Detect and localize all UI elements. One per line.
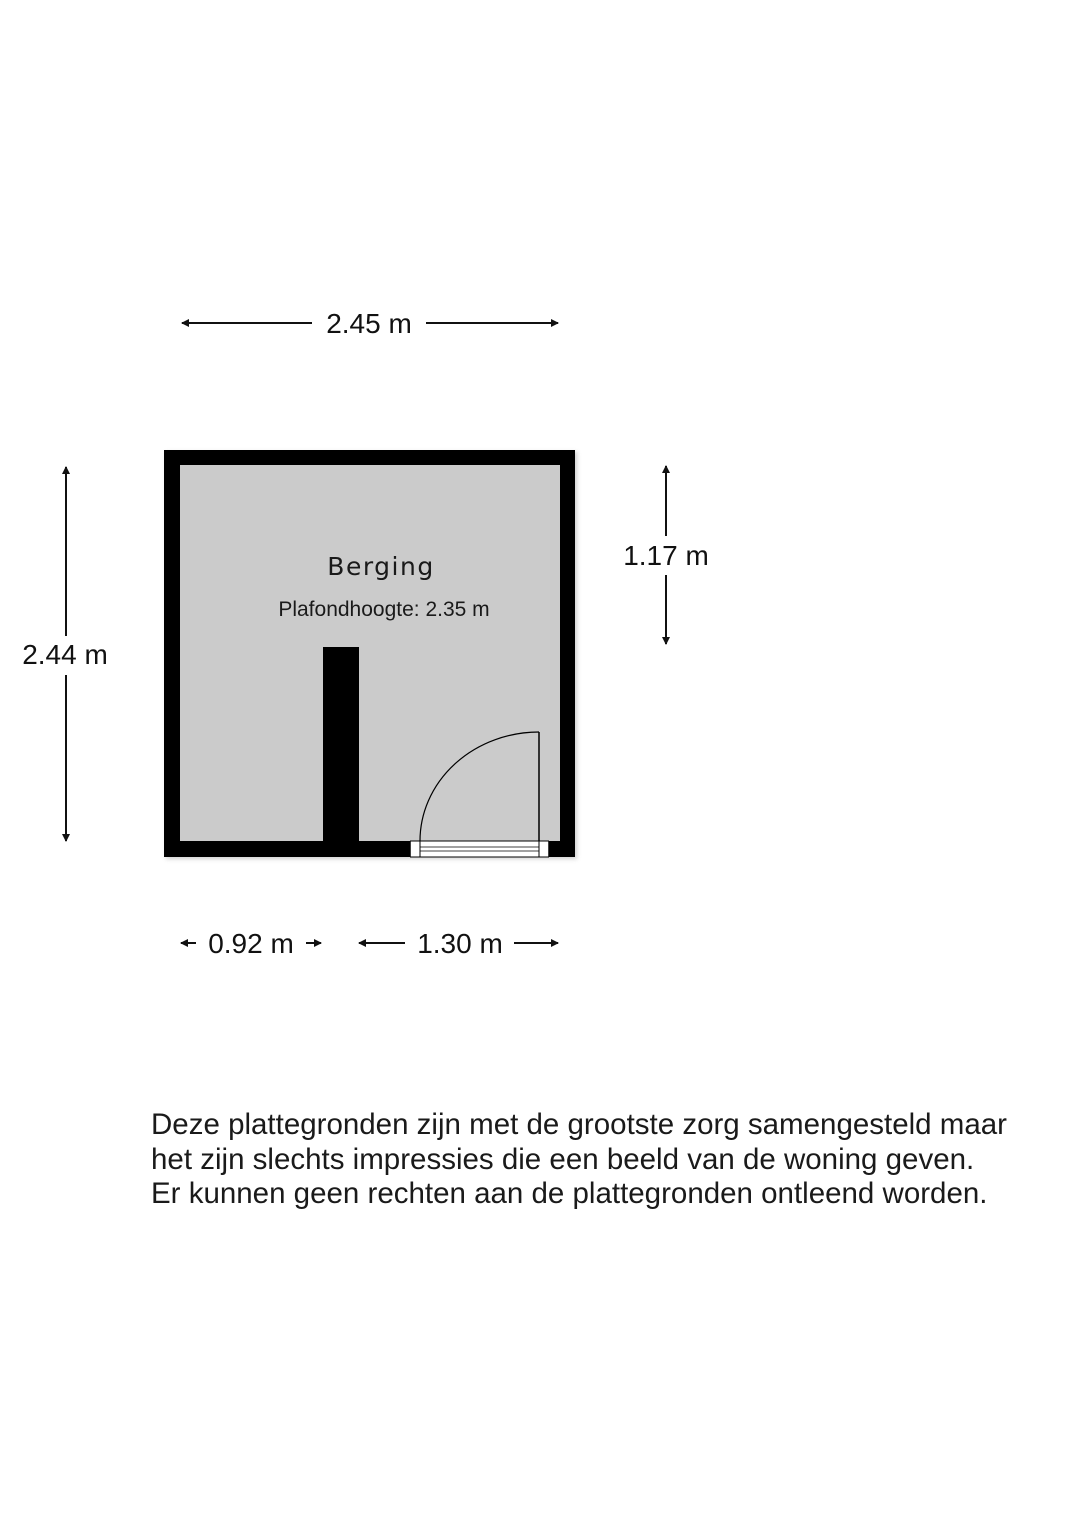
partition-wall <box>323 647 359 847</box>
room-name: Berging <box>327 552 435 581</box>
disclaimer-line-1: Deze plattegronden zijn met de grootste zorg samengesteld maar <box>151 1108 1007 1141</box>
dimension-top-width <box>182 308 558 339</box>
right-height-label: 1.17 m <box>623 540 709 571</box>
room-floor <box>180 465 560 841</box>
dimension-right-height <box>623 466 709 644</box>
ceiling-height: Plafondhoogte: 2.35 m <box>278 598 490 621</box>
room-berging <box>164 450 577 859</box>
disclaimer <box>151 1108 1071 1212</box>
left-height-label: 2.44 m <box>22 639 108 670</box>
bottom-left-label: 0.92 m <box>208 928 294 959</box>
bottom-right-label: 1.30 m <box>417 928 503 959</box>
dimension-left-height <box>22 467 108 841</box>
dimension-bottom-right <box>359 928 558 959</box>
top-width-label: 2.45 m <box>326 308 412 339</box>
dimension-bottom-left <box>181 928 321 959</box>
disclaimer-line-3: Er kunnen geen rechten aan de plattegronden ontleend worden. <box>151 1177 988 1210</box>
disclaimer-line-2: het zijn slechts impressies die een beeld van de woning geven. <box>151 1142 975 1176</box>
